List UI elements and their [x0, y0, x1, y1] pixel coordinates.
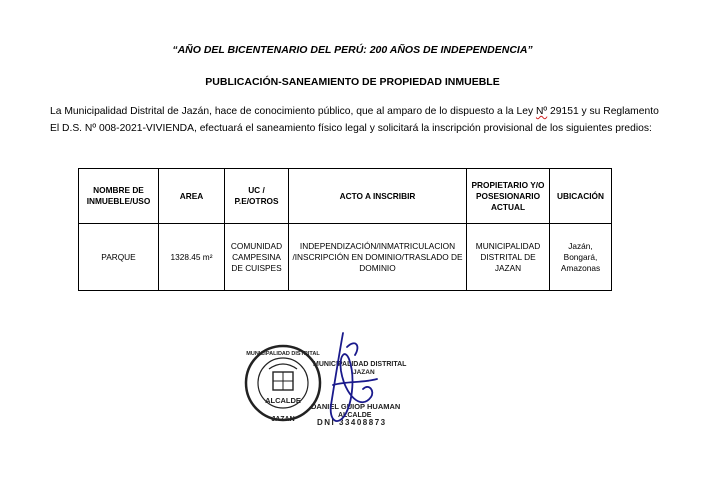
cell-uc: COMUNIDAD CAMPESINA DE CUISPES	[225, 224, 289, 291]
document-title: PUBLICACIÓN-SANEAMIENTO DE PROPIEDAD INMUEBLE	[205, 76, 500, 88]
col-header-uc: UC / P.E/OTROS	[225, 169, 289, 224]
stamp-role: ALCALDE	[338, 412, 372, 419]
municipal-seal	[246, 346, 320, 423]
regulation-number-symbol: Nº	[84, 123, 97, 134]
col-header-area: AREA	[159, 169, 225, 224]
seal-bottom-text: JAZAN	[271, 416, 295, 423]
intro-text-3: 008-2021-VIVIENDA, efectuará el saneamiento físico legal y solicitará la inscripción provisional de los siguientes predios:	[96, 123, 652, 134]
stamp-dni: DNI 33408873	[317, 418, 387, 427]
signature-and-seal	[235, 325, 425, 435]
stamp-line2: JAZAN	[353, 369, 375, 376]
law-number-symbol: Nº	[535, 106, 548, 117]
cell-owner: MUNICIPALIDAD DISTRITAL DE JAZAN	[467, 224, 550, 291]
signature-stamp	[311, 361, 407, 427]
seal-ring-text: MUNICIPALIDAD DISTRITAL	[246, 351, 320, 357]
cell-area: 1328.45 m²	[159, 224, 225, 291]
table-header-row	[79, 169, 612, 224]
col-header-name: NOMBRE DE INMUEBLE/USO	[79, 169, 159, 224]
properties-table	[78, 168, 612, 291]
intro-text-1: La Municipalidad Distrital de Jazán, hace de conocimiento público, que al amparo de lo dispuesto a la Ley	[50, 106, 536, 117]
col-header-location: UBICACIÓN	[550, 169, 612, 224]
stamp-line1: MUNICIPALIDAD DISTRITAL	[313, 361, 407, 368]
header-motto: “AÑO DEL BICENTENARIO DEL PERÚ: 200 AÑOS DE INDEPENDENCIA”	[172, 44, 533, 56]
seal-center-text: ALCALDE	[265, 396, 301, 405]
col-header-owner: PROPIETARIO Y/O POSESIONARIO ACTUAL	[467, 169, 550, 224]
stamp-name: DANIEL GUIOP HUAMAN	[311, 402, 401, 411]
table-row	[79, 224, 612, 291]
intro-text-2: 29151 y su Reglamento El D.S.	[50, 106, 659, 134]
cell-name: PARQUE	[79, 224, 159, 291]
cell-location: Jazán, Bongará, Amazonas	[550, 224, 612, 291]
intro-paragraph	[50, 103, 670, 137]
cell-act: INDEPENDIZACIÓN/INMATRICULACION /INSCRIPCIÓN EN DOMINIO/TRASLADO DE DOMINIO	[289, 224, 467, 291]
col-header-act: ACTO A INSCRIBIR	[289, 169, 467, 224]
